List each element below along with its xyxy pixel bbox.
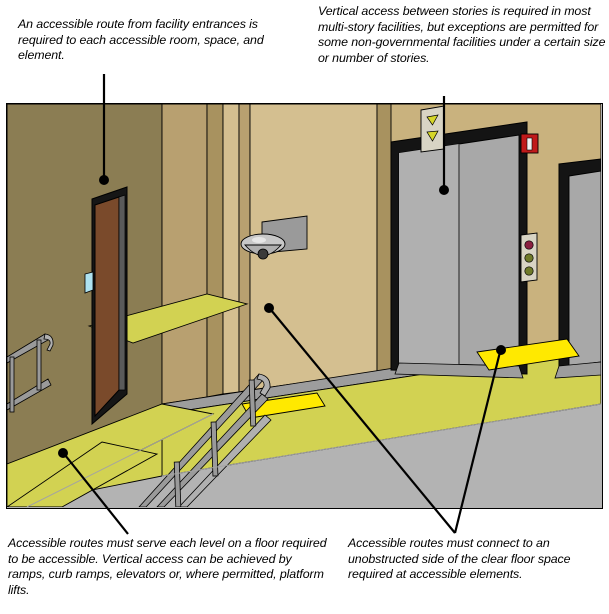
door-sign	[85, 272, 93, 293]
fire-alarm-handle-icon	[527, 138, 532, 150]
elevator-right-doors	[569, 171, 601, 366]
alcove-face-left	[223, 104, 239, 394]
fountain-bowl-highlight	[252, 237, 266, 243]
caption-bottom-left: Accessible routes must serve each level on a floor required to be accessible. Vertical access can be achieved by ramps, curb ramps, elevators or, where permitted, platform lifts.	[8, 536, 327, 597]
alcove-return-left	[207, 104, 223, 397]
back-wall-panel-a	[162, 104, 207, 404]
entrance-door-leaf	[95, 197, 119, 416]
hall-lantern	[421, 106, 444, 152]
lobby-scene-svg	[7, 104, 601, 507]
caption-bottom-right: Accessible routes must connect to an unobstructed side of the clear floor space required at accessible elements.	[348, 536, 571, 582]
caption-top-left: An accessible route from facility entrances is required to each accessible room, space, and element.	[18, 17, 264, 63]
elevator-left-door-leaf-a	[399, 144, 459, 365]
call-button-up[interactable]	[525, 241, 533, 249]
fountain-drain	[258, 249, 268, 259]
call-button-extra[interactable]	[525, 267, 533, 275]
caption-top-right: Vertical access between stories is required in most multi-story facilities, but exceptions are permitted for some non-governmental facilities under a certain size or number of stories.	[318, 4, 606, 65]
entrance-door-reveal	[119, 195, 125, 390]
alcove-jamb-right	[377, 104, 391, 372]
lobby-illustration	[6, 103, 603, 509]
call-button-down[interactable]	[525, 254, 533, 262]
